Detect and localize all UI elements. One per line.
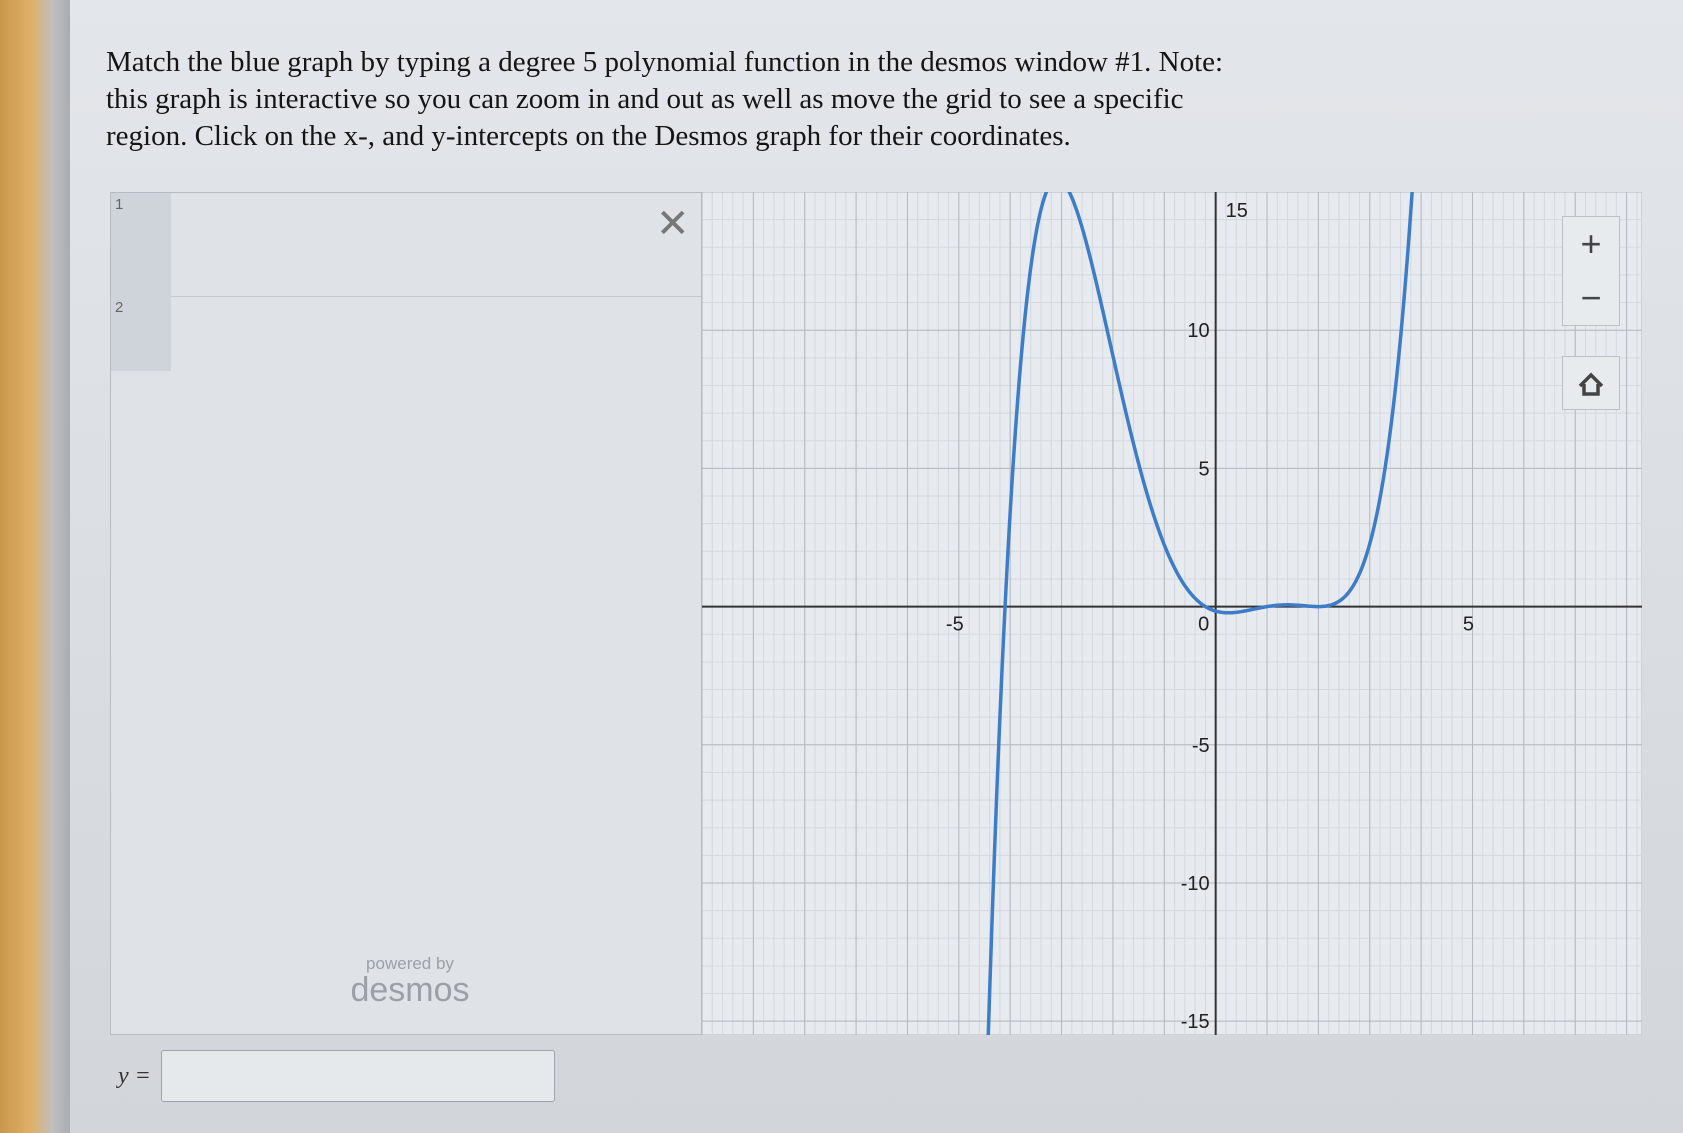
expression-index-1: 1	[111, 193, 171, 296]
prompt-line-2: this graph is interactive so you can zoom in and out as well as move the grid to see a specific	[106, 83, 1184, 115]
answer-label: y =	[118, 1062, 151, 1089]
prompt-line-3: region. Click on the x-, and y-intercepts on the Desmos graph for their coordinates.	[106, 120, 1071, 152]
zoom-controls	[1562, 216, 1620, 326]
y-tick-label: 15	[1225, 200, 1248, 222]
x-tick-label: 0	[1198, 613, 1210, 636]
home-icon	[1576, 398, 1606, 415]
question-prompt	[106, 44, 1326, 155]
answer-row	[118, 1050, 555, 1102]
y-tick-label: 10	[1187, 320, 1210, 343]
expression-index-2: 2	[111, 296, 171, 371]
zoom-out-button[interactable]: −	[1580, 277, 1602, 318]
y-tick-label: 5	[1198, 458, 1210, 481]
x-tick-label: 5	[1462, 613, 1475, 636]
monitor-bezel	[0, 0, 70, 1133]
expression-row-2[interactable]	[111, 296, 701, 371]
powered-by-desmos	[340, 955, 480, 1007]
y-tick-label: -10	[1180, 872, 1210, 895]
close-icon[interactable]: ✕	[656, 202, 690, 246]
expression-list	[110, 192, 702, 1035]
desmos-logo: desmos	[350, 971, 470, 1009]
y-tick-label: -5	[1191, 734, 1210, 757]
home-button[interactable]	[1562, 356, 1620, 410]
y-tick-label: -15	[1180, 1011, 1210, 1034]
zoom-in-button[interactable]: +	[1580, 223, 1602, 264]
answer-input[interactable]	[161, 1050, 555, 1102]
graph-canvas[interactable]	[702, 192, 1642, 1035]
powered-by-text: powered by	[366, 954, 454, 973]
x-tick-label: -5	[945, 613, 964, 636]
expression-row-1[interactable]	[111, 193, 701, 297]
prompt-line-1: Match the blue graph by typing a degree 5 polynomial function in the desmos window #1. Note:	[106, 46, 1224, 78]
